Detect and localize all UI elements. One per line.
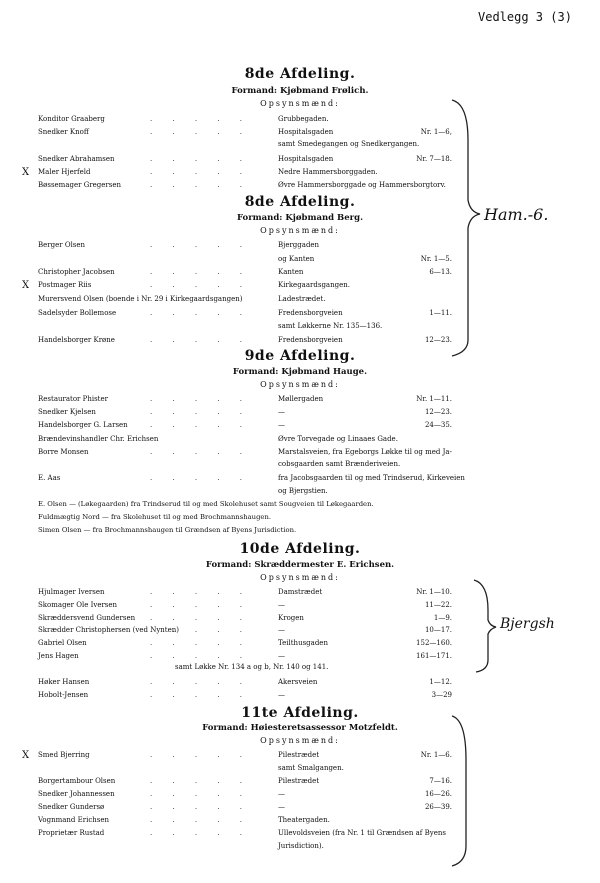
street: Bjerggaden (278, 241, 320, 249)
street: Jurisdiction). (278, 842, 324, 850)
section-title: 11te Afdeling. (241, 705, 359, 721)
street: — (278, 601, 285, 609)
table-row: Konditor Graaberg . . . . . Grubbegaden. (38, 115, 329, 123)
list-item: E. Olsen — (Løkegaarden) fra Trindserud til og med Skolehuset samt Sougveien til Løkegaarden. (38, 500, 374, 508)
inspector-name: Skræddersvend Gundersen (38, 614, 136, 622)
table-row: X Postmager Riis . . . . . Kirkegaardsgangen. (22, 280, 350, 291)
number-range: 6—13. (429, 268, 452, 276)
street: Hospitalsgaden (278, 128, 334, 136)
number-range: 24—35. (424, 421, 452, 429)
inspector-name: Konditor Graaberg (38, 115, 105, 123)
number-range: 16—26. (424, 790, 452, 798)
street: cobsgaarden samt Brænderiveien. (278, 460, 401, 468)
street: Ullevoldsveien (fra Nr. 1 til Grændsen af Byens (278, 829, 446, 837)
number-range: 161—171. (416, 652, 452, 660)
inspector-name: Snedker Kjelsen (38, 408, 96, 416)
inspector-name: E. Aas (38, 474, 61, 482)
street: Hospitalsgaden (278, 155, 334, 163)
section-title: 9de Afdeling. (244, 348, 356, 364)
inspector-name: Sadelsyder Bollemose (38, 309, 117, 317)
table-row: Høker Hansen . . . . . Akersveien 1—12. (38, 678, 452, 686)
street: Ladestrædet. (278, 295, 326, 303)
inspector-name: Vognmand Erichsen (38, 816, 110, 824)
table-row: Handelsborger G. Larsen . . . . . — 24—35. (38, 421, 452, 429)
street: — (278, 421, 285, 429)
table-row: Snedker Johannessen . . . . . — 16—26. (38, 790, 452, 798)
street: og Kanten (278, 255, 315, 263)
number-range: 152—160. (416, 639, 452, 647)
inspectors-heading: Opsynsmænd: (260, 226, 340, 235)
section-chairman: Formand: Skræddermester E. Erichsen. (205, 560, 395, 570)
number-range: Nr. 1—10. (416, 588, 452, 596)
inspector-name: Snedker Abrahamsen (38, 155, 115, 163)
attachment-label: Vedlegg 3 (3) (478, 10, 572, 24)
street: samt Smalgangen. (278, 764, 344, 772)
number-range: 12—23. (424, 408, 452, 416)
street: samt Løkkerne Nr. 135—136. (278, 322, 383, 330)
table-row: Hobolt-Jensen . . . . . — 3—29 (38, 691, 452, 699)
street: samt Smedegangen og Snedkergangen. (278, 140, 420, 148)
number-range: Nr. 1—6, (420, 128, 452, 136)
inspectors-heading: Opsynsmænd: (260, 736, 340, 745)
street: Fredensborgveien (278, 309, 343, 317)
table-row: Christopher Jacobsen . . . . . Kanten 6—13. (38, 268, 452, 276)
street: Fredensborgveien (278, 336, 343, 344)
section-chairman: Formand: Kjøbmand Berg. (236, 213, 364, 223)
street: — (278, 626, 285, 634)
inspector-name: Maler Hjerfeld (38, 168, 91, 176)
section-chairman: Formand: Kjøbmand Frølich. (231, 86, 369, 96)
street: Kirkegaardsgangen. (278, 281, 350, 289)
table-row: Skomager Ole Iversen . . . . . — 11—22. (38, 601, 452, 609)
table-row: Berger Olsen . . . . . Bjerggaden (38, 241, 320, 249)
inspector-name: Høker Hansen (38, 678, 90, 686)
street: Krogen (278, 614, 304, 622)
street: Marstalsveien, fra Egeborgs Løkke til og med Ja- (278, 448, 452, 456)
table-row: Proprietær Rustad . . . . . Ullevoldsveien (fra Nr. 1 til Grændsen af Byens (38, 829, 446, 837)
table-row: Snedker Gundersø . . . . . — 26—39. (38, 803, 452, 811)
table-row: Vognmand Erichsen . . . . . Theatergaden. (38, 816, 330, 824)
inspectors-heading: Opsynsmænd: (260, 380, 340, 389)
number-range: 1—12. (429, 678, 452, 686)
street: og Bjergstien. (278, 487, 328, 495)
number-range: 1—11. (429, 309, 452, 317)
inspector-name: Berger Olsen (38, 241, 86, 249)
brace-ham (452, 100, 480, 356)
street: samt Løkke Nr. 134 a og b, Nr. 140 og 141. (175, 663, 329, 671)
handwritten-ham: Ham.-6. (484, 205, 549, 224)
table-row: Snedker Abrahamsen . . . . . Hospitalsgaden Nr. 7—18. (38, 155, 452, 163)
street: Akersveien (278, 678, 318, 686)
street: Grubbegaden. (278, 115, 329, 123)
street: Nedre Hammersborggaden. (278, 168, 378, 176)
number-range: 26—39. (424, 803, 452, 811)
street: — (278, 790, 285, 798)
street: — (278, 652, 285, 660)
inspector-name: Hjulmager Iversen (38, 588, 105, 596)
inspector-name: Snedker Knoff (38, 128, 89, 136)
inspector-name: Christopher Jacobsen (38, 268, 115, 276)
inspector-name: Handelsborger G. Larsen (38, 421, 128, 429)
number-range: Nr. 7—18. (416, 155, 452, 163)
street: — (278, 408, 285, 416)
table-row: Jens Hagen . . . . . — 161—171. (38, 652, 452, 660)
inspector-name: Handelsborger Krøne (38, 336, 115, 344)
street: Teilthusgaden (278, 639, 328, 647)
inspectors-heading: Opsynsmænd: (260, 99, 340, 108)
inspector-name: Smed Bjerring (38, 751, 90, 759)
table-row: Snedker Knoff . . . . . Hospitalsgaden Nr. 1—6, (38, 128, 452, 136)
inspector-name: Borgertambour Olsen (38, 777, 116, 785)
number-range: 11—22. (424, 601, 452, 609)
street: Øvre Hammersborggade og Hammersborgtorv. (278, 181, 446, 189)
table-row: X Smed Bjerring . . . . . Pilestrædet Nr. 1—6. (22, 750, 452, 761)
inspector-name: Snedker Gundersø (38, 803, 105, 811)
inspector-name: Gabriel Olsen (38, 639, 87, 647)
inspector-name: Postmager Riis (38, 281, 92, 289)
street: Øvre Torvegade og Linaaes Gade. (278, 435, 398, 443)
table-row: Borgertambour Olsen . . . . . Pilestrædet 7—16. (38, 777, 452, 785)
x-mark: X (22, 280, 30, 291)
inspectors-heading: Opsynsmænd: (260, 573, 340, 582)
table-row: Hjulmager Iversen . . . . . Damstrædet Nr. 1—10. (38, 588, 452, 596)
brace-11te (452, 716, 466, 866)
brace-bjergsh (474, 580, 496, 672)
street: Pilestrædet (278, 777, 320, 785)
section-chairman: Formand: Høiesteretsassessor Motzfeldt. (202, 723, 398, 733)
table-row: Bøssemager Gregersen . . . . . Øvre Hammersborggade og Hammersborgtorv. (38, 181, 446, 189)
table-row: Gabriel Olsen . . . . . Teilthusgaden 152—160. (38, 639, 452, 647)
number-range: Nr. 1—6. (420, 751, 452, 759)
street: — (278, 803, 285, 811)
section-title: 10de Afdeling. (239, 541, 361, 557)
inspector-name: Skrædder Christophersen (ved Nynten) (38, 626, 179, 634)
street: Theatergaden. (278, 816, 330, 824)
inspector-name: Hobolt-Jensen (38, 691, 89, 699)
street: Kanten (278, 268, 304, 276)
street: Møllergaden (278, 395, 324, 403)
inspector-name: Murersvend Olsen (boende i Nr. 29 i Kirkegaardsgangen) (38, 295, 243, 303)
table-row: Skræddersvend Gundersen . . . . . Krogen 1—9. (38, 614, 452, 622)
handwritten-bjergsh: Bjergsh (500, 616, 555, 632)
section-title: 8de Afdeling. (244, 194, 356, 210)
table-row: X Maler Hjerfeld . . . . . Nedre Hammersborggaden. (22, 167, 378, 178)
x-mark: X (22, 167, 30, 178)
table-row: Sadelsyder Bollemose . . . . . Fredensborgveien 1—11. (38, 309, 452, 317)
section-chairman: Formand: Kjøbmand Hauge. (232, 367, 368, 377)
table-row: Restaurator Phister . . . . . Møllergaden Nr. 1—11. (38, 395, 452, 403)
table-row: Skrædder Christophersen (ved Nynten) . . . . . — 10—17. (38, 626, 452, 634)
number-range: 12—23. (424, 336, 452, 344)
number-range: 3—29 (431, 691, 452, 699)
inspector-name: Snedker Johannessen (38, 790, 115, 798)
inspector-name: Skomager Ole Iversen (38, 601, 118, 609)
section-title: 8de Afdeling. (244, 66, 356, 82)
number-range: 10—17. (424, 626, 452, 634)
table-row: E. Aas . . . . . fra Jacobsgaarden til og med Trindserud, Kirkeveien (38, 474, 465, 482)
table-row: Borre Monsen . . . . . Marstalsveien, fra Egeborgs Løkke til og med Ja- (38, 448, 452, 456)
list-item: Simen Olsen — fra Brochmannshaugen til Grændsen af Byens Jurisdiction. (38, 526, 297, 534)
inspector-name: Borre Monsen (38, 448, 89, 456)
x-mark: X (22, 750, 30, 761)
number-range: 7—16. (429, 777, 452, 785)
inspector-name: Jens Hagen (38, 652, 79, 660)
table-row: Handelsborger Krøne . . . . . Fredensborgveien 12—23. (38, 336, 452, 344)
street: Pilestrædet (278, 751, 320, 759)
street: — (278, 691, 285, 699)
list-item: Fuldmægtig Nord — fra Skolehuset til og med Brochmannshaugen. (38, 513, 271, 521)
number-range: Nr. 1—5. (420, 255, 452, 263)
street: fra Jacobsgaarden til og med Trindserud, Kirkeveien (278, 474, 465, 482)
number-range: 1—9. (433, 614, 452, 622)
inspector-name: Restaurator Phister (38, 395, 108, 403)
inspector-name: Bøssemager Gregersen (38, 181, 121, 189)
number-range: Nr. 1—11. (416, 395, 452, 403)
inspector-name: Brændevinshandler Chr. Erichsen (38, 435, 159, 443)
table-row: Snedker Kjelsen . . . . . — 12—23. (38, 408, 452, 416)
street: Damstrædet (278, 588, 323, 596)
inspector-name: Proprietær Rustad (38, 829, 105, 837)
